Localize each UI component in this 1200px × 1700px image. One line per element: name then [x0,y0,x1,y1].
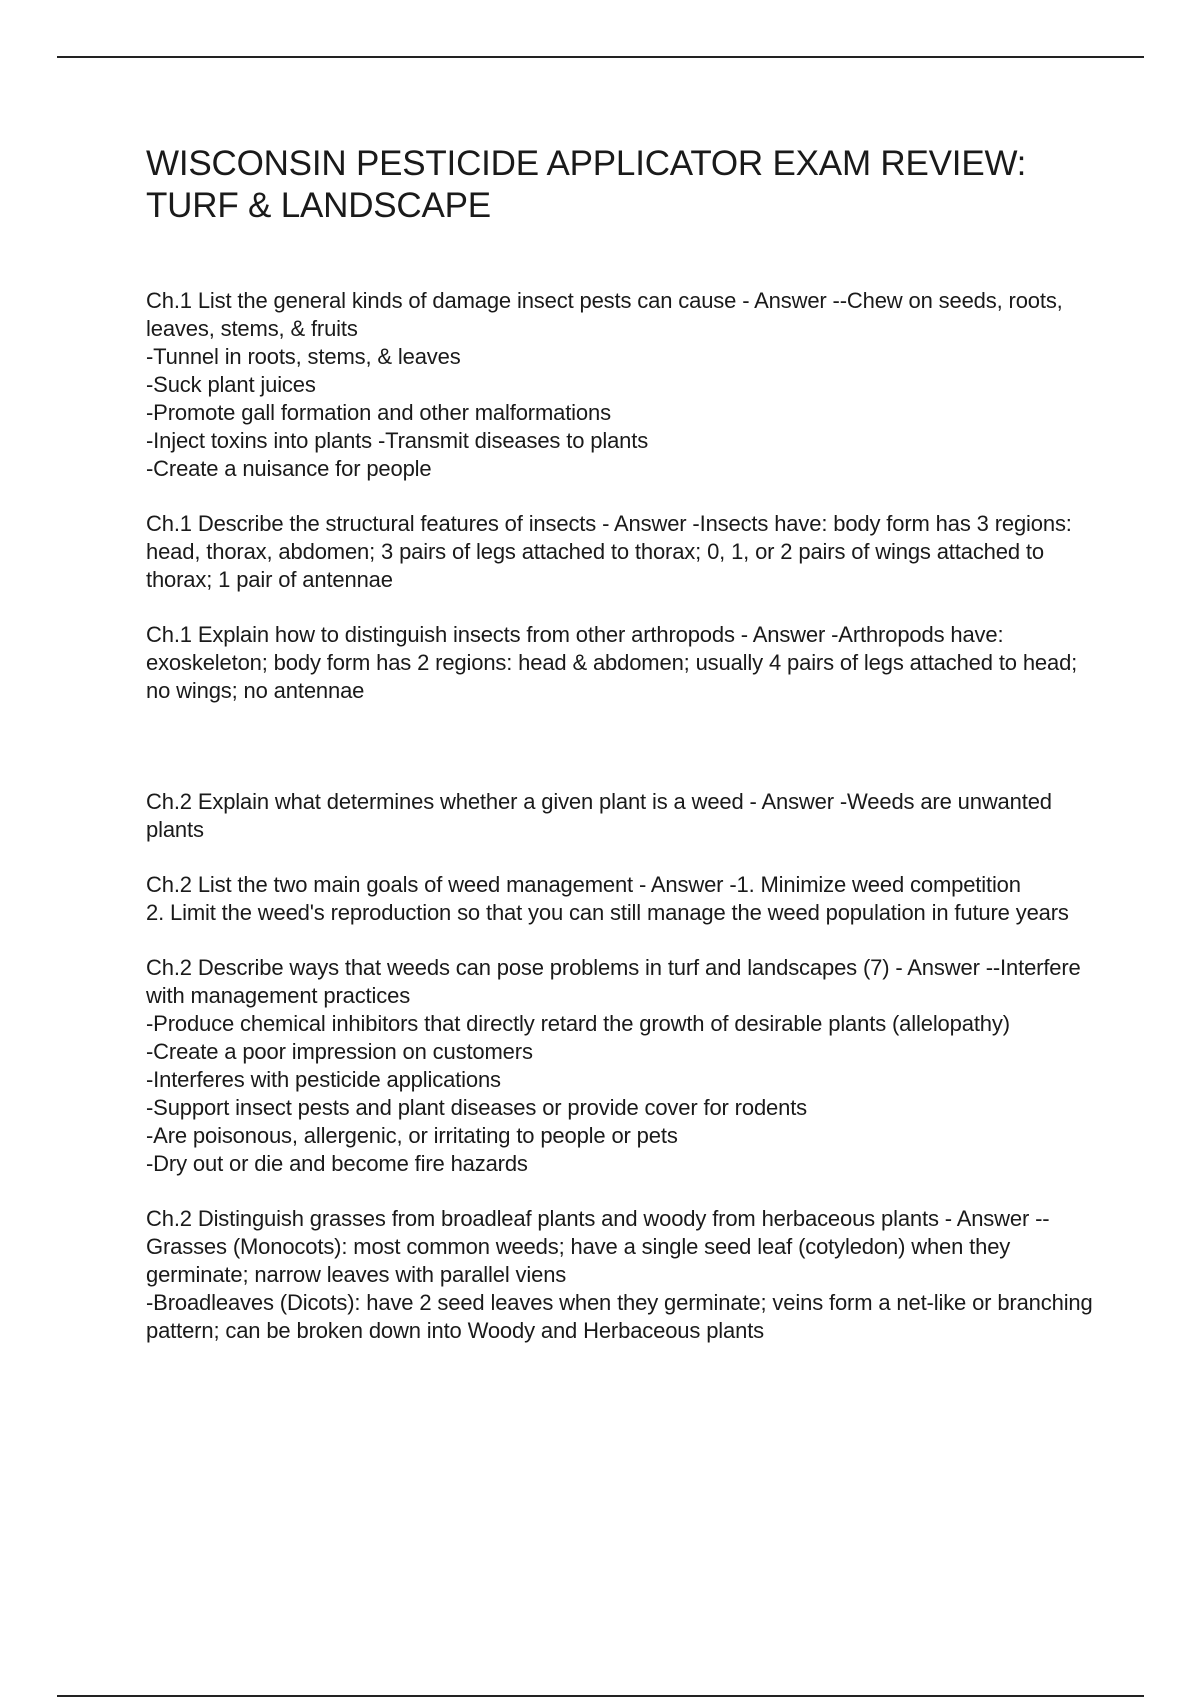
qa-entry-ch2-weed-definition: Ch.2 Explain what determines whether a given plant is a weed - Answer -Weeds are unwanted plants [146,789,1052,842]
qa-entry-ch1-structure: Ch.1 Describe the structural features of insects - Answer -Insects have: body form has 3 regions: head, thorax, abdomen; 3 pairs of legs attached to thorax; 0, 1, or 2 pairs of wings attached to thorax; 1 pair of antennae [146,511,1072,592]
top-rule [57,56,1144,58]
document-title: WISCONSIN PESTICIDE APPLICATOR EXAM REVIEW: TURF & LANDSCAPE [146,144,1027,225]
qa-entry-ch2-weed-problems: Ch.2 Describe ways that weeds can pose problems in turf and landscapes (7) - Answer --Interfere with management practices -Produce chemical inhibitors that directly retard the growth of desirable plants (allelopathy) -Create a poor impression on customers -Interferes with pesticide applications -Support insect pests and plant diseases or provide cover for rodents -Are poisonous, allergenic, or irritating to people or pets -Dry out or die and become fire hazards [146,955,1081,1176]
qa-list [146,287,1096,1345]
qa-entry-ch2-management-goals: Ch.2 List the two main goals of weed management - Answer -1. Minimize weed competition 2. Limit the weed's reproduction so that you can still manage the weed population in future years [146,872,1069,925]
qa-entry-ch2-grasses-broadleaf: Ch.2 Distinguish grasses from broadleaf plants and woody from herbaceous plants - Answer --Grasses (Monocots): most common weeds; have a single seed leaf (cotyledon) when they germinate; narrow leaves with parallel viens -Broadleaves (Dicots): have 2 seed leaves when they germinate; veins form a net-like or branching pattern; can be broken down into Woody and Herbaceous plants [146,1206,1093,1343]
document-body [146,143,1096,1372]
bottom-rule [57,1695,1144,1697]
qa-entry-ch1-arthropods: Ch.1 Explain how to distinguish insects from other arthropods - Answer -Arthropods have: exoskeleton; body form has 2 regions: head & abdomen; usually 4 pairs of legs attached to head; no wings; no antennae [146,622,1078,703]
qa-entry-ch1-damage: Ch.1 List the general kinds of damage insect pests can cause - Answer --Chew on seeds, roots, leaves, stems, & fruits -Tunnel in roots, stems, & leaves -Suck plant juices -Promote gall formation and other malformations -Inject toxins into plants -Transmit diseases to plants -Create a nuisance for people [146,288,1063,481]
